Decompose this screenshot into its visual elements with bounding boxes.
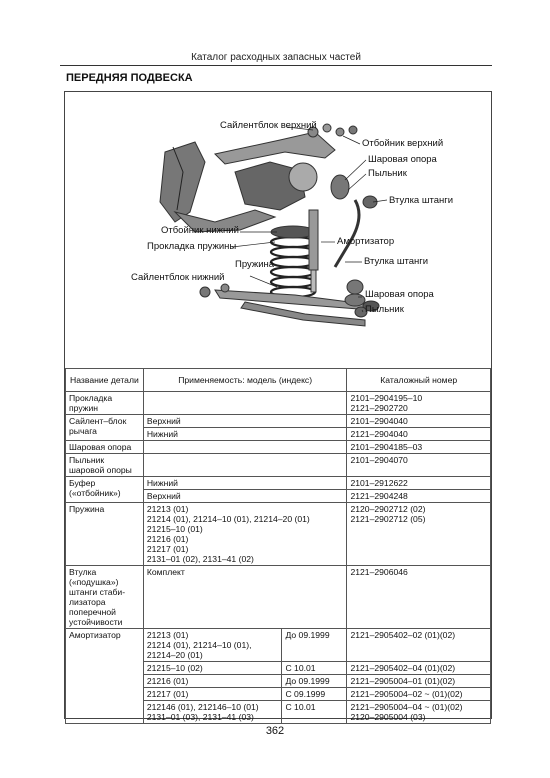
- cell-date: С 10.01: [281, 701, 346, 723]
- cell-catalog-number: [347, 392, 491, 415]
- content-frame: [64, 91, 492, 722]
- cell-line: 21214 (01), 21214–10 (01), 21214–20 (01): [146, 514, 310, 524]
- cell-line: пружин: [69, 403, 99, 413]
- cell-date: До 09.1999: [281, 675, 346, 687]
- cell-line: Буфер: [69, 478, 96, 488]
- cell-date: С 10.01: [281, 662, 346, 674]
- cell-applicability: [143, 441, 347, 454]
- cell-applicability: [143, 688, 347, 701]
- cell-line: («подушка»): [69, 577, 119, 587]
- label-sailentblok-top: Сайлентблок верхний: [220, 120, 317, 131]
- cell-line: Нижний: [146, 478, 178, 488]
- parts-table: [65, 368, 491, 724]
- page-number: 362: [265, 725, 285, 737]
- cell-catalog-number: [347, 688, 491, 701]
- cell-line: 2121–2905004–04 ~ (01)(02): [350, 702, 463, 712]
- label-otboinik-top: Отбойник верхний: [362, 138, 444, 149]
- cell-line: поперечной: [69, 607, 116, 617]
- cell-part-name: [66, 392, 144, 415]
- label-spring: Пружина: [235, 259, 275, 270]
- table-row: [66, 454, 491, 477]
- table-row: [66, 441, 491, 454]
- cell-line: Верхний: [146, 491, 181, 501]
- label-ball-joint-top: Шаровая опора: [368, 154, 437, 165]
- cell-catalog-number: [347, 701, 491, 724]
- table-row: [66, 415, 491, 428]
- header-part-name: Название детали: [66, 369, 144, 392]
- cell-line: 21216 (01): [146, 676, 189, 686]
- header-catalog-number: Каталожный номер: [347, 369, 491, 392]
- label-sailentblok-bottom: Сайлентблок нижний: [131, 272, 225, 283]
- label-ball-joint-bottom: Шаровая опора: [365, 289, 434, 300]
- cell-part-name: [66, 503, 144, 566]
- cell-part-name: [66, 454, 144, 477]
- cell-line: 2121–2905004–01 (01)(02): [350, 676, 456, 686]
- cell-line: 2101–2904195–10: [350, 393, 423, 403]
- suspension-diagram: [65, 92, 491, 369]
- cell-line: 2121–2906046: [350, 567, 408, 577]
- cell-line: 2121–2904040: [350, 429, 408, 439]
- cell-applicability: [143, 701, 347, 724]
- cell-line: 2101–2904070: [350, 455, 408, 465]
- cell-part-name: [66, 477, 144, 503]
- cell-line: Нижний: [146, 429, 178, 439]
- cell-applicability: [143, 629, 347, 662]
- cell-line: 21214 (01), 21214–10 (01),: [146, 640, 252, 650]
- cell-line: 2101–2912622: [350, 478, 408, 488]
- cell-line: 2121–2905004–02 ~ (01)(02): [350, 689, 463, 699]
- table-header-row: [66, 369, 491, 392]
- cell-catalog-number: [347, 662, 491, 675]
- table-row: [66, 629, 491, 662]
- cell-line: Пружина: [69, 504, 105, 514]
- cell-line: 2101–2904040: [350, 416, 408, 426]
- cell-catalog-number: [347, 428, 491, 441]
- cell-line: 21215–10 (01): [146, 524, 203, 534]
- cell-applicability: [143, 566, 347, 629]
- cell-line: 2121–2902712 (05): [350, 514, 426, 524]
- cell-line: Пыльник: [69, 455, 105, 465]
- cell-catalog-number: [347, 454, 491, 477]
- cell-line: 21217 (01): [146, 689, 189, 699]
- cell-line: 21214–20 (01): [146, 650, 203, 660]
- cell-line: 2121–2904248: [350, 491, 408, 501]
- cell-applicability: [143, 503, 347, 566]
- label-rod-bush-bottom: Втулка штанги: [364, 256, 429, 267]
- header-applicability: Применяемость: модель (индекс): [143, 369, 347, 392]
- cell-line: 21215–10 (02): [146, 663, 203, 673]
- cell-line: лизатора: [69, 597, 106, 607]
- running-header: Каталог расходных запасных частей: [191, 52, 361, 63]
- header-rule: [60, 65, 492, 66]
- cell-applicability: [143, 392, 347, 415]
- cell-line: 2121–2905402–04 (01)(02): [350, 663, 456, 673]
- cell-catalog-number: [347, 441, 491, 454]
- cell-line: Комплект: [146, 567, 185, 577]
- label-shock-absorber: Амортизатор: [337, 236, 395, 247]
- cell-line: 2121–2902720: [350, 403, 408, 413]
- cell-line: 21217 (01): [146, 544, 189, 554]
- cell-applicability: [143, 675, 347, 688]
- cell-applicability: [143, 428, 347, 441]
- cell-line: шаровой опоры: [69, 465, 132, 475]
- cell-line: 2101–2904185–03: [350, 442, 423, 452]
- cell-line: штанги стаби-: [69, 587, 126, 597]
- table-row: [66, 392, 491, 415]
- table-row: [66, 566, 491, 629]
- cell-line: 2131–01 (02), 2131–41 (02): [146, 554, 254, 564]
- cell-part-name: [66, 566, 144, 629]
- cell-line: («отбойник»): [69, 488, 121, 498]
- cell-catalog-number: [347, 629, 491, 662]
- cell-line: 21213 (01): [146, 504, 189, 514]
- cell-part-name: [66, 629, 144, 724]
- cell-applicability: [143, 415, 347, 428]
- label-boot-bottom: Пыльник: [365, 304, 404, 315]
- cell-line: Шаровая опора: [69, 442, 132, 452]
- cell-applicability: [143, 454, 347, 477]
- cell-line: рычага: [69, 426, 97, 436]
- cell-line: Амортизатор: [69, 630, 121, 640]
- cell-line: 2120–2905004 (03): [350, 712, 426, 722]
- cell-date: С 09.1999: [281, 688, 346, 700]
- cell-applicability: [143, 477, 347, 490]
- cell-line: Прокладка: [69, 393, 113, 403]
- label-spring-pad: Прокладка пружины: [147, 241, 237, 252]
- suspension-drawing: [65, 92, 491, 368]
- cell-line: устойчивости: [69, 617, 123, 627]
- cell-applicability: [143, 662, 347, 675]
- cell-catalog-number: [347, 477, 491, 490]
- cell-catalog-number: [347, 415, 491, 428]
- label-otboinik-bottom: Отбойник нижний: [161, 225, 239, 236]
- label-rod-bush-top: Втулка штанги: [389, 195, 454, 206]
- cell-line: 2131–01 (03), 2131–41 (03): [146, 712, 254, 722]
- cell-line: Верхний: [146, 416, 181, 426]
- cell-part-name: [66, 441, 144, 454]
- cell-line: Втулка: [69, 567, 97, 577]
- cell-catalog-number: [347, 503, 491, 566]
- cell-part-name: [66, 415, 144, 441]
- cell-line: Сайлент–блок: [69, 416, 127, 426]
- cell-catalog-number: [347, 566, 491, 629]
- label-boot-top: Пыльник: [368, 168, 407, 179]
- cell-date: До 09.1999: [281, 629, 346, 661]
- cell-catalog-number: [347, 490, 491, 503]
- section-title: ПЕРЕДНЯЯ ПОДВЕСКА: [66, 72, 193, 84]
- table-row: [66, 503, 491, 566]
- cell-catalog-number: [347, 675, 491, 688]
- cell-applicability: [143, 490, 347, 503]
- table-row: [66, 477, 491, 490]
- cell-line: 21213 (01): [146, 630, 189, 640]
- cell-line: 212146 (01), 212146–10 (01): [146, 702, 259, 712]
- cell-line: 21216 (01): [146, 534, 189, 544]
- cell-line: 2120–2902712 (02): [350, 504, 426, 514]
- cell-line: 2121–2905402–02 (01)(02): [350, 630, 456, 640]
